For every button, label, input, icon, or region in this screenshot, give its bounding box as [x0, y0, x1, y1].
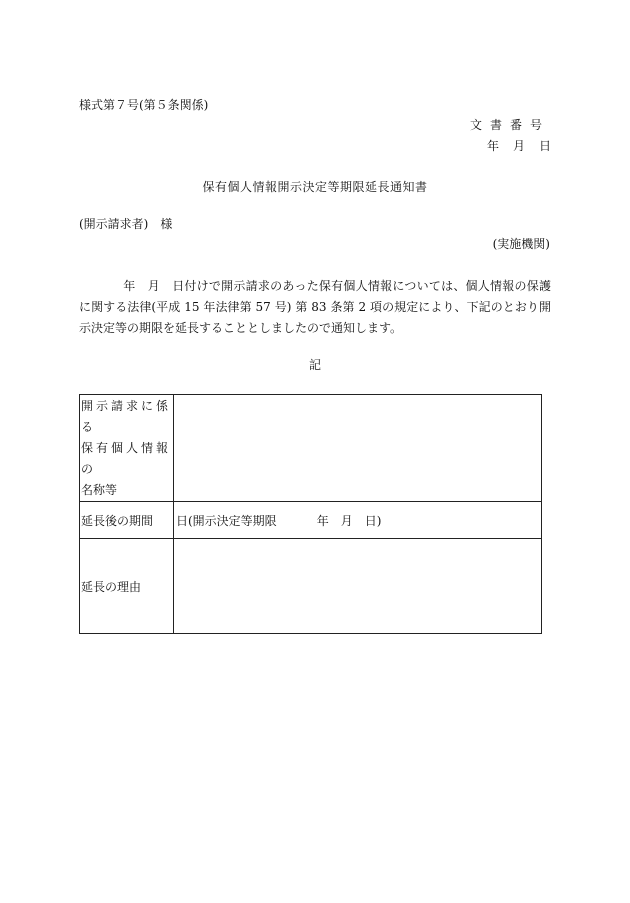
document-number: 文書番号: [469, 118, 550, 132]
ki-heading: 記: [308, 358, 321, 372]
value-extension-reason[interactable]: [174, 539, 542, 634]
table-row: [80, 395, 542, 502]
label-line: 開示請求に係る: [81, 399, 172, 434]
notice-body-text: 年 月 日付けで開示請求のあった保有個人情報については、個人情報の保護に関する法律(平成 15 年法律第 57 号) 第 83 条第 2 項の規定により、下記のとおり開示決定等の期限を延長することとしましたので通知します。: [79, 279, 551, 335]
label-extension-reason: 延長の理由: [80, 539, 174, 634]
form-number: 様式第７号(第５条関係): [79, 98, 209, 112]
label-line: 保有個人情報の: [81, 441, 172, 476]
period-prefix: 日(開示決定等期限: [176, 513, 277, 528]
label-extended-period: 延長後の期間: [80, 502, 174, 539]
value-extended-period[interactable]: [174, 502, 542, 539]
recipient: (開示請求者) 様: [79, 217, 173, 231]
notice-body: [79, 276, 551, 339]
detail-table: [79, 394, 542, 634]
table-row: [80, 502, 542, 539]
label-info-name: [80, 395, 174, 502]
document-title: 保有個人情報開示決定等期限延長通知書: [202, 180, 428, 194]
issuer: (実施機関): [492, 237, 550, 251]
table-row: [80, 539, 542, 634]
value-info-name[interactable]: [174, 395, 542, 502]
label-line: 名称等: [81, 483, 118, 497]
issue-date: 年 月 日: [486, 139, 552, 153]
period-date: 年 月 日): [316, 513, 382, 528]
